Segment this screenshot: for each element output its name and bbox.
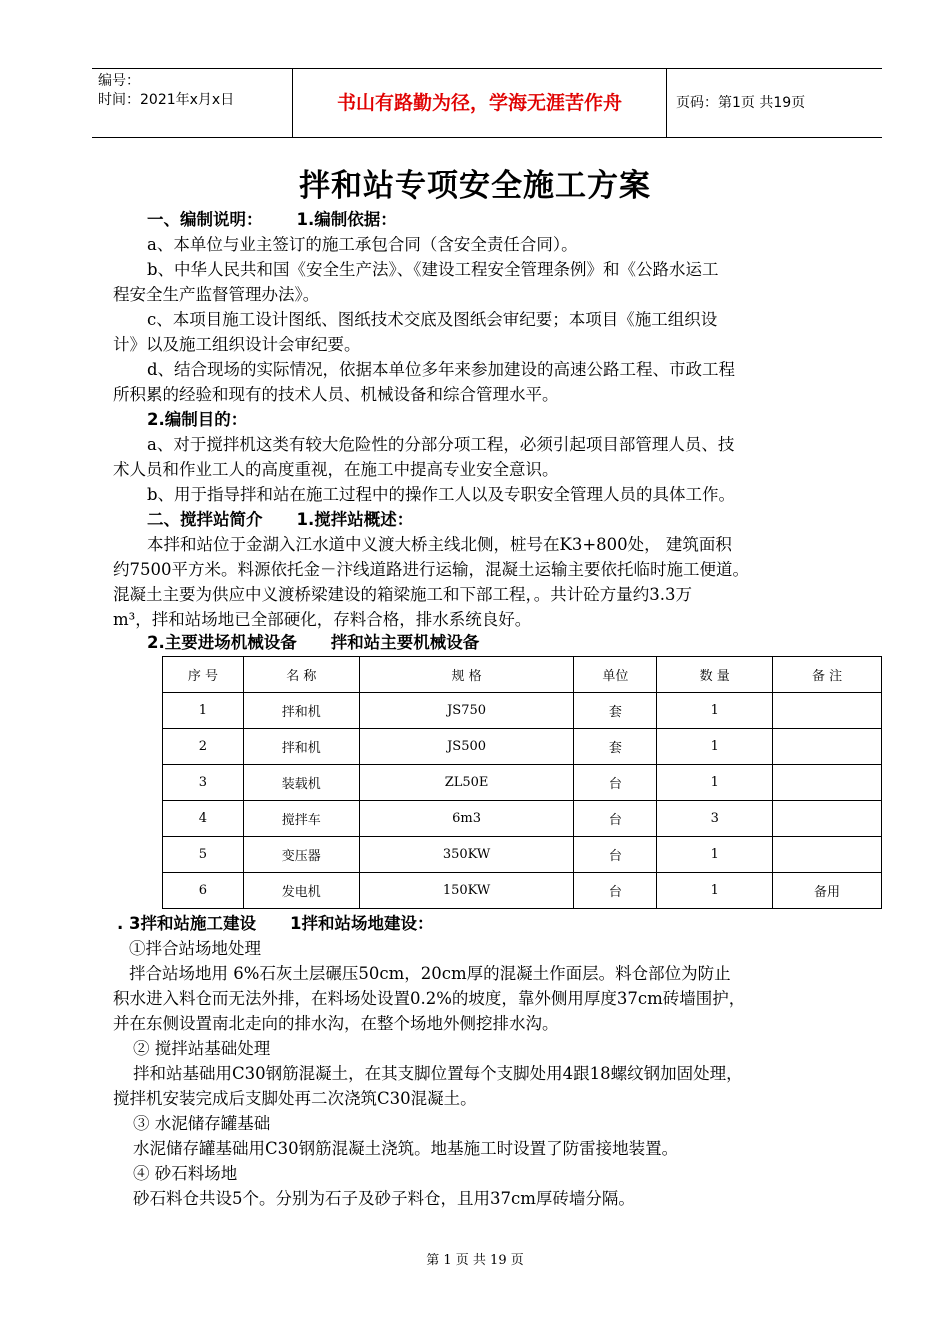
- section3-sub1: 1拌和站场地建设：: [290, 914, 434, 933]
- table-cell: 6m3: [359, 801, 574, 837]
- table-cell: JS500: [359, 729, 574, 765]
- table-cell: 台: [574, 837, 657, 873]
- table-cell: JS750: [359, 693, 574, 729]
- table-cell: 1: [657, 837, 773, 873]
- page-header: [92, 68, 882, 138]
- para-c1: c、本项目施工设计图纸、图纸技术交底及图纸会审纪要；本项目《施工组织设: [147, 310, 718, 329]
- page-footer: 第 1 页 共 19 页: [426, 1253, 524, 1268]
- item-1-line2: 积水进入料仓而无法外排，在料场处设置0.2%的坡度，靠外侧用厚度37cm砖墙围护，: [113, 989, 746, 1008]
- para-b1: b、中华人民共和国《安全生产法》、《建设工程安全管理条例》和《公路水运工: [147, 260, 719, 279]
- para-a: a、本单位与业主签订的施工承包合同（含安全责任合同）。: [147, 235, 578, 254]
- para-c2: 计》以及施工组织设计会审纪要。: [113, 335, 361, 354]
- section1-sub1: 1.编制依据：: [296, 210, 397, 229]
- item-4-line1: 砂石料仓共设5个。分别为石子及砂子料仓，且用37cm厚砖墙分隔。: [133, 1189, 635, 1208]
- section1-heading-line: [113, 208, 868, 233]
- para-d2: 所积累的经验和现有的技术人员、机械设备和综合管理水平。: [113, 385, 559, 404]
- table-cell: [773, 693, 882, 729]
- table-cell: 1: [657, 765, 773, 801]
- item-2-line2: 搅拌机安装完成后支脚处再二次浇筑C30混凝土。: [113, 1089, 477, 1108]
- item-3-line1: 水泥储存罐基础用C30钢筋混凝土浇筑。地基施工时设置了防雷接地装置。: [133, 1139, 679, 1158]
- section2-sub2: 2.主要进场机械设备: [147, 633, 297, 652]
- table-cell: [773, 837, 882, 873]
- table-cell: 装载机: [243, 765, 359, 801]
- table-cell: 台: [574, 765, 657, 801]
- table-cell: 套: [574, 729, 657, 765]
- section2-heading: 二、搅拌站简介: [147, 510, 263, 529]
- table-cell: 1: [657, 873, 773, 909]
- para-s2-l3: 混凝土主要为供应中义渡桥梁建设的箱梁施工和下部工程，。共计砼方量约3.3万: [113, 585, 692, 604]
- section3-heading: . 3拌和站施工建设: [117, 914, 256, 933]
- section2-sub1: 1.搅拌站概述：: [296, 510, 414, 529]
- time-label: 时间：2021年x月x日: [98, 92, 235, 108]
- table-cell: 5: [163, 837, 244, 873]
- table-header-cell: 名 称: [243, 657, 359, 693]
- table-cell: 备用: [773, 873, 882, 909]
- document-title: 拌和站专项安全施工方案: [299, 168, 651, 204]
- table-header-cell: 规 格: [359, 657, 574, 693]
- table-cell: 拌和机: [243, 729, 359, 765]
- table-header-cell: 序 号: [163, 657, 244, 693]
- table-row: [163, 729, 882, 765]
- item-3-heading: ③ 水泥储存罐基础: [133, 1114, 271, 1133]
- table-cell: 变压器: [243, 837, 359, 873]
- table-cell: [773, 765, 882, 801]
- table-cell: 1: [657, 729, 773, 765]
- para-b2: 程安全生产监督管理办法》。: [113, 285, 320, 304]
- table-cell: 台: [574, 801, 657, 837]
- table-header-row: [163, 657, 882, 693]
- table-header-cell: 数 量: [657, 657, 773, 693]
- table-cell: [773, 801, 882, 837]
- para-e1: a、对于搅拌机这类有较大危险性的分部分项工程，必须引起项目部管理人员、技: [147, 435, 735, 454]
- section2-sub2-line: [113, 631, 868, 656]
- para-s2-l2: 约7500平方米。料源依托金－汴线道路进行运输，混凝土运输主要依托临时施工便道。: [113, 560, 749, 579]
- header-meta: [92, 69, 292, 137]
- item-2-line1: 拌和站基础用C30钢筋混凝土，在其支脚位置每个支脚处用4跟18螺纹钢加固处理，: [133, 1064, 743, 1083]
- table-cell: 3: [163, 765, 244, 801]
- table-cell: 搅拌车: [243, 801, 359, 837]
- table-cell: 350KW: [359, 837, 574, 873]
- table-cell: 3: [657, 801, 773, 837]
- table-cell: 1: [163, 693, 244, 729]
- table-cell: 150KW: [359, 873, 574, 909]
- table-cell: 发电机: [243, 873, 359, 909]
- table-cell: 台: [574, 873, 657, 909]
- equipment-table: [162, 656, 882, 909]
- table-cell: 1: [657, 693, 773, 729]
- section1-heading: 一、编制说明：: [147, 210, 263, 229]
- para-s2-l4: m³，拌和站场地已全部硬化，存料合格，排水系统良好。: [113, 610, 532, 629]
- table-row: [163, 801, 882, 837]
- table-cell: [773, 729, 882, 765]
- section1-sub2: 2.编制目的：: [147, 410, 248, 429]
- number-label: 编号：: [98, 73, 140, 89]
- para-f: b、用于指导拌和站在施工过程中的操作工人以及专职安全管理人员的具体工作。: [147, 485, 736, 504]
- section2-heading-line: [113, 508, 868, 533]
- table-row: [163, 693, 882, 729]
- para-e2: 术人员和作业工人的高度重视，在施工中提高专业安全意识。: [113, 460, 559, 479]
- header-motto: 书山有路勤为径，学海无涯苦作舟: [292, 69, 667, 137]
- header-page-info: 页码：第1页 共19页: [676, 95, 806, 111]
- section3-heading-line: [113, 912, 868, 937]
- table-cell: ZL50E: [359, 765, 574, 801]
- table-cell: 2: [163, 729, 244, 765]
- item-4-heading: ④ 砂石料场地: [133, 1164, 238, 1183]
- para-d1: d、结合现场的实际情况，依据本单位多年来参加建设的高速公路工程、市政工程: [147, 360, 736, 379]
- table-row: [163, 765, 882, 801]
- table-header-cell: 备 注: [773, 657, 882, 693]
- table-cell: 拌和机: [243, 693, 359, 729]
- table-cell: 6: [163, 873, 244, 909]
- table-cell: 4: [163, 801, 244, 837]
- section2-sub2b: 拌和站主要机械设备: [330, 633, 480, 652]
- item-1-line1: 拌合站场地用 6%石灰土层碾压50cm，20cm厚的混凝土作面层。料仓部位为防止: [129, 964, 731, 983]
- table-header-cell: 单位: [574, 657, 657, 693]
- item-1-line3: 并在东侧设置南北走向的排水沟，在整个场地外侧挖排水沟。: [113, 1014, 559, 1033]
- table-row: [163, 873, 882, 909]
- table-cell: 套: [574, 693, 657, 729]
- item-1-heading: ①拌合站场地处理: [129, 939, 261, 958]
- para-s2-l1: 本拌和站位于金湖入江水道中义渡大桥主线北侧，桩号在K3+800处， 建筑面积: [147, 535, 732, 554]
- item-2-heading: ② 搅拌站基础处理: [133, 1039, 271, 1058]
- table-row: [163, 837, 882, 873]
